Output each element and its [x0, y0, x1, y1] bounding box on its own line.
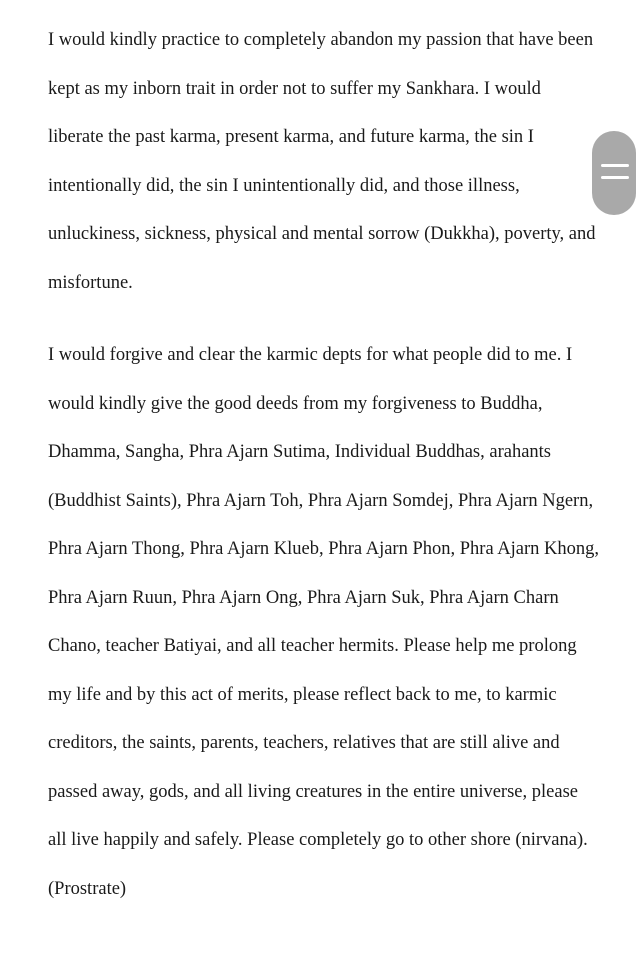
- paragraph-2: I would forgive and clear the karmic depts for what people did to me. I would kindly give the good deeds from my forgiveness to Buddha, Dhamma, Sangha, Phra Ajarn Sutima, Individual Buddhas, arahants (Buddhist Saints), Phra Ajarn Toh, Phra Ajarn Somdej, Phra Ajarn Ngern, Phra Ajarn Thong, Phra Ajarn Klueb, Phra Ajarn Phon, Phra Ajarn Khong, Phra Ajarn Ruun, Phra Ajarn Ong, Phra Ajarn Suk, Phra Ajarn Charn Chano, teacher Batiyai, and all teacher hermits. Please help me prolong my life and by this act of merits, please reflect back to me, to karmic creditors, the saints, parents, teachers, relatives that are still alive and passed away, gods, and all living creatures in the entire universe, please all live happily and safely. Please completely go to other shore (nirvana). (Prostrate): [48, 345, 599, 899]
- grip-line-icon: [601, 176, 629, 179]
- grip-line-icon: [601, 164, 629, 167]
- paragraph-1: I would kindly practice to completely abandon my passion that have been kept as my inborn trait in order not to suffer my Sankhara. I would liberate the past karma, present karma, and future karma, the sin I intentionally did, the sin I unintentionally did, and those illness, unluckiness, sickness, physical and mental sorrow (Dukkha), poverty, and misfortune.: [48, 30, 596, 293]
- scroll-handle-icon[interactable]: [592, 131, 636, 215]
- document-body: [48, 16, 600, 913]
